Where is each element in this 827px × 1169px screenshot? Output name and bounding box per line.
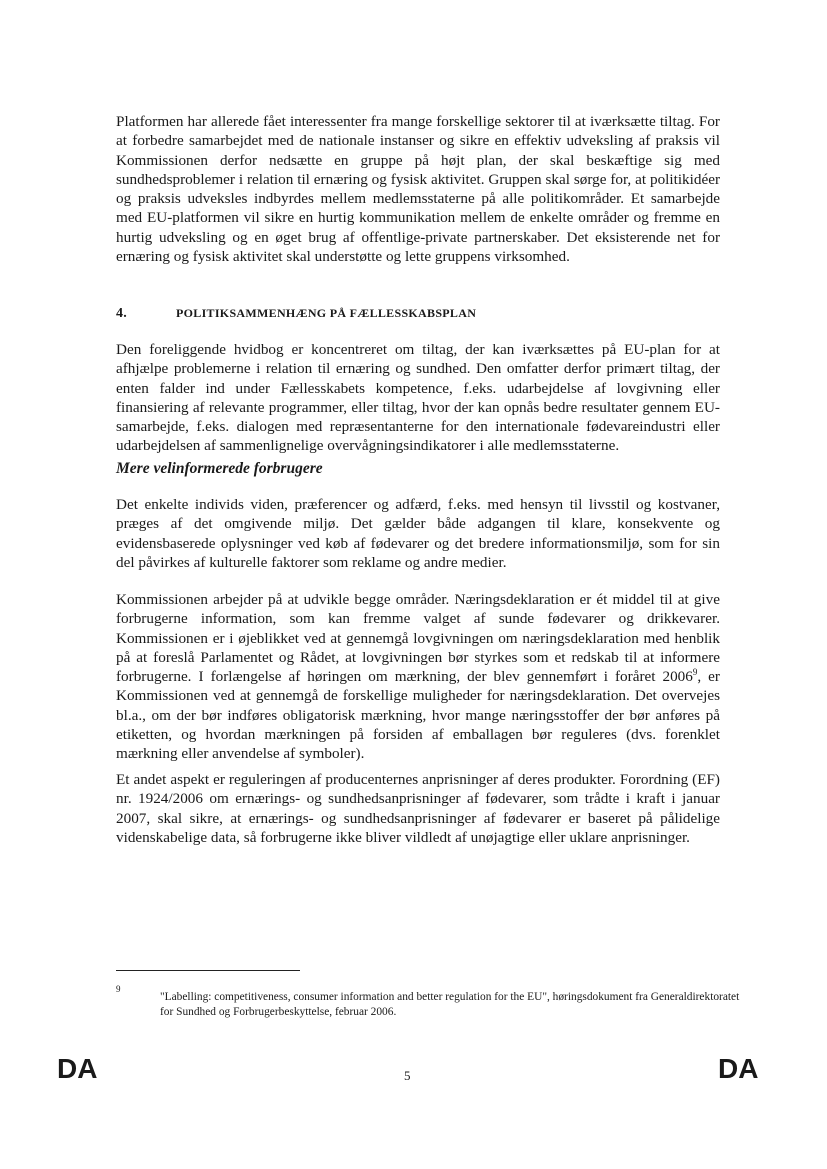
- subheading: Mere velinformerede forbrugere: [116, 460, 323, 477]
- footnote-text: "Labelling: competitiveness, consumer information and better regulation for the EU", høringsdokument fra Generaldirektoratet for Sundhed og Forbrugerbeskyttelse, februar 2006.: [160, 991, 740, 1018]
- language-code-right: DA: [718, 1053, 759, 1084]
- section-title: POLITIKSAMMENHÆNG PÅ FÆLLESSKABSPLAN: [176, 306, 477, 320]
- section4-text: Den foreliggende hvidbog er koncentreret om tiltag, der kan iværksættes på EU-plan for at afhjælpe problemerne i relation til ernæring og sundhed. Den omfatter derfor primært tiltag, der enten falder ind under Fællesskabets kompetence, f.eks. udarbejdelse af lovgivning eller finansiering af relevante programmer, eller tiltag, hvor der kan opnås bedre resultater gennem EU-samarbejde, f.eks. dialogen med repræsentanterne for den internationale fødevareindustri eller udarbejdelsen af sammenlignelige overvågningsindikatorer i alle medlemsstaterne.: [116, 341, 720, 455]
- language-code-left: DA: [57, 1053, 98, 1084]
- consumers-paragraph-1: [116, 495, 720, 572]
- consumers-text-2b: , er Kommissionen ved at gennemgå de forskellige muligheder for næringsdeklaration. Det overvejes bl.a., om der bør indføres obligatorisk mærkning, hvor mange næringsstoffer der bør anføres på etiketten, og hvordan mærkningen på forsiden af emballagen bør reguleres (dvs. forenklet mærkning eller anvendelse af symboler).: [116, 668, 720, 763]
- footnote-mark: 9: [116, 984, 121, 994]
- consumers-text-1: Det enkelte individs viden, præferencer og adfærd, f.eks. med hensyn til livsstil og kostvaner, præges af det omgivende miljø. Det gælder både adgangen til klare, konsekvente og evidensbaserede oplysninger ved køb af fødevarer og det bredere informationsmiljø, som for sin del påvirkes af kulturelle faktorer som reklame og andre medier.: [116, 496, 720, 571]
- section-number: 4.: [116, 306, 128, 321]
- intro-text: Platformen har allerede fået interessenter fra mange forskellige sektorer til at iværksætte tiltag. For at forbedre samarbejdet med de nationale instanser og sikre en effektiv udveksling af praksis vil Kommissionen derfor nedsætte en gruppe på højt plan, der skal beskæftige sig med sundhedsproblemer i relation til ernæring og fysisk aktivitet. Gruppen skal sørge for, at politikidéer og praksis udveksles indbyrdes mellem medlemsstaterne på alle politikområder. Et samarbejde med EU-platformen vil sikre en hurtig kommunikation mellem de enkelte områder og fremme en hurtig udveksling og en øget brug af offentlige-private partnerskaber. Det eksisterende net for ernæring og fysisk aktivitet skal understøtte og lette gruppens virksomhed.: [116, 113, 720, 266]
- consumers-text-2: [116, 590, 720, 764]
- page-number: 5: [404, 1068, 411, 1083]
- section-heading: [116, 306, 476, 322]
- consumers-text-2a: Kommissionen arbejder på at udvikle begge områder. Næringsdeklaration er ét middel til at give forbrugerne information, som kan fremme valget af sunde fødevarer og drikkevarer. Kommissionen er i øjeblikket ved at gennemgå lovgivningen om næringsdeklaration med henblik på at foreslå Parlamentet og Rådet, at lovgivningen bør styrkes som et redskab til at informere forbrugerne. I forlængelse af høringen om mærkning, der blev gennemført i foråret 2006: [116, 591, 720, 686]
- consumers-text-3: Et andet aspekt er reguleringen af producenternes anprisninger af deres produkter. Forordning (EF) nr. 1924/2006 om ernærings- og sundhedsanprisninger af fødevarer, som trådte i kraft i januar 2007, skal sikre, at ernærings- og sundhedsanprisninger af fødevarer er baseret på pålidelige videnskabelige data, så forbrugerne ikke bliver vildledt af unøjagtige eller uklare anprisninger.: [116, 771, 720, 846]
- section4-paragraph: [116, 340, 720, 456]
- intro-paragraph: [116, 112, 720, 266]
- footnote-reference: 9: [692, 667, 698, 678]
- footnote-divider: [116, 970, 300, 971]
- consumers-paragraph-3: [116, 770, 720, 847]
- consumers-paragraph-2: [116, 590, 720, 764]
